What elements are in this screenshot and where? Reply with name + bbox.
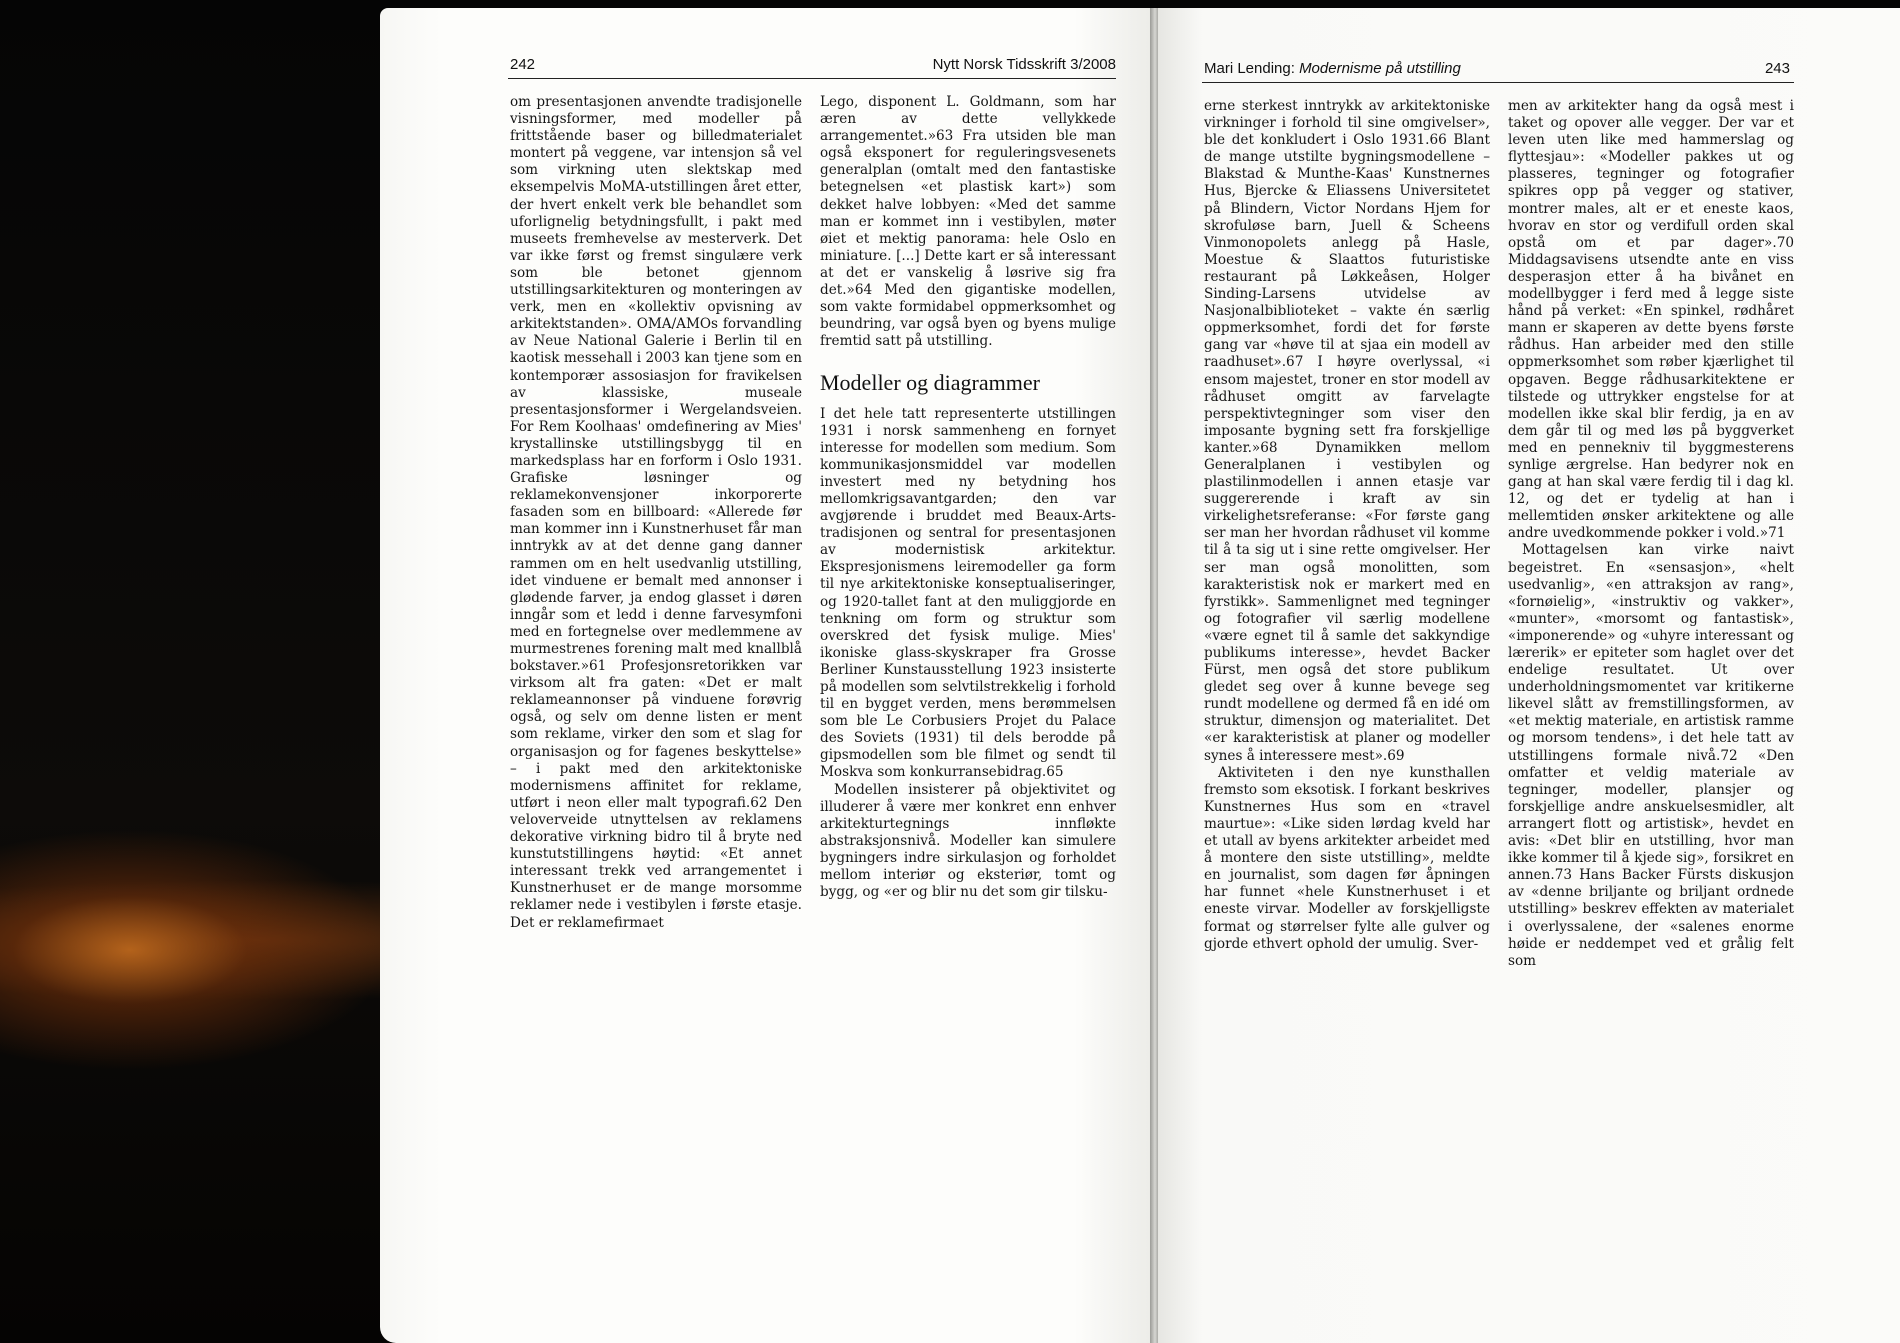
header-author: Mari Lending: [1204,60,1300,77]
left-page [380,8,1152,1343]
running-header [1204,60,1461,77]
paragraph: erne sterkest inntrykk av arkitektoniske virkninger i forhold til sine omgivelser», ble det konkludert i Oslo 1931.66 Blant de mange utstilte bygningsmodellene – Blakstad & Munthe-Kaas' Kunstnernes Hus, Bjercke & Eliassens Universitetet på Blindern, Victor Nordans Hjem for skrofuløse barn, Juell & Scheens Vinmonopolets anlegg på Hasle, Moestue & Slaattos futuristiske restaurant på Løkkeåsen, Holger Sinding-Larsens utvidelse av Nasjonalbiblioteket – vakte én særlig oppmerksomhet, fordi det for første gang var «høve til at sjaa ein modell av raadhuset».67 I høyre overlyssal, «i ensom majestet, troner en stor modell av rådhuset omgitt av farvelagte perspektivtegninger som viser den imposante bygning sett fra forskjellige kanter.»68 Dynamikken mellom Generalplanen i vestibylen og plastilinmodellen i annen etasje var suggererende i kraft av sin virkelighetsreferanse: «For første gang ser man her hvordan rådhuset vil komme til å ta sig ut i sine rette omgivelser. Her ser man også monolitten, som karakteristisk nok er markert med en fyrstikk». Sammenlignet med tegninger og fotografier vil særlig modellene «være egnet til å samle det sakkyndige publikums interesse», hevdet Backer Fürst, men også det store publikum gledet seg over å kunne bevege seg rundt modellene og dermed få en idé om struktur, dimensjon og materialitet. Det «er karakteristisk at planer og modeller synes å interessere mest».69 [1204,98,1490,764]
paragraph: Modellen insisterer på objektivitet og illuderer å være mer konkret enn enhver arkitekturtegnings innfløkte abstraksjonsnivå. Modeller kan simulere bygningers indre sirkulasjon og forholdet mellom interiør og eksteriør, tomt og bygg, og «er og blir nu det som gir tilsku- [820,781,1116,901]
text-column-2 [820,94,1116,901]
paragraph: om presentasjonen anvendte tradisjonelle visningsformer, med modeller på frittstående baser og billedmaterialet montert på veggene, var intensjon så vel som virkning uten slektskap med eksempelvis MoMA-utstillingen året etter, der hvert enkelt verk ble behandlet som uforlignelig betydningsfullt, i pakt med museets fremhevelse av mesterverk. Det var ikke først og fremst singulære verk som ble betonet gjennom utstillingsarkitekturen og monteringen av verk, men en «kollektiv opvisning av arkitektstanden». OMA/AMOs forvandling av Neue National Galerie i Berlin til en kaotisk messehall i 2003 kan tjene som en kontemporær assosiasjon for fravikelsen av klassiske, museale presentasjonsformer i Wergelandsveien. For Rem Koolhaas' omdefinering av Mies' krystallinske utstillingsbygg til en markedsplass har en forform i Oslo 1931. Grafiske løsninger og reklamekonvensjoner inkorporerte fasaden som en billboard: «Allerede før man kommer inn i Kunstnerhuset får man inntrykk av at det denne gang danner rammen om en helt usedvanlig utstilling, idet vinduene er bemalt med annonser i glødende farver, ja endog glasset i døren inngår som et ledd i denne farvesymfoni med en fortegnelse over medlemmene av murmestrenes forening malt med knallblå bokstaver.»61 Profesjonsretorikken var virksom alt fra gaten: «Det er malt reklameannonser på vinduene forøvrig også, og selv om denne listen er ment som reklame, virker den som et slag for organisasjon og for fagenes beskyttelse» – i pakt med den arkitektoniske modernismens affinitet for reklame, utført i neon eller malt typografi.62 Den veloverveide utnyttelsen av reklamens dekorative virkning bidro til å bryte ned kunstutstillingens høytid: «Et annet interessant trekk ved arrangementet i Kunstnerhuset er de mange morsomme reklamer nede i vestibylen i første etasje. Det er reklamefirmaet [510,94,802,931]
running-header: Nytt Norsk Tidsskrift 3/2008 [932,56,1116,73]
paragraph: Lego, disponent L. Goldmann, som har æren av dette vellykkede arrangementet.»63 Fra utsiden ble man også eksponert for reguleringsvesenets generalplan (omtalt med den fantastiske betegnelsen «et plastisk kart») som dekket halve lobbyen: «Med det samme man er kommet inn i vestibylen, møter øiet et mektig panorama: hele Oslo en miniature. [...] Dette kart er så interessant at det er vanskelig å løsrive sig fra det.»64 Med den gigantiske modellen, som vakte formidabel oppmerksomhet og beundring, var også byen og byens mulige fremtid satt på utstilling. [820,94,1116,350]
page-number: 243 [1764,60,1790,77]
header-title: Modernisme på utstilling [1299,60,1461,77]
right-page [1158,8,1900,1343]
paragraph: Mottagelsen kan virke naivt begeistret. En «sensasjon», «helt usedvanlig», «en attraksjon av rang», «fornøielig», «instruktiv og vakker», «munter», «morsomt og fantastisk», «imponerende» og «uhyre interessant og lærerik» er epiteter som haglet over det endelige resultatet. Ut over underholdningsmomentet var kritikerne likevel slått av fremstillingsformen, av «et mektig materiale, en artistisk ramme og morsom tendens», i det hele tatt av utstillingens formale nivå.72 «Den omfatter et veldig materiale av tegninger, modeller, plansjer og forskjellige andre anskuelsesmidler, alt arrangert flott og artistisk», hevdet en avis: «Det blir en utstilling, hvor man ikke kommer til å kjede sig», forsikret en annen.73 Hans Backer Fürsts diskusjon av «denne briljante og briljant ordnede utstilling» beskrev effekten av materialet i overlyssalene, der «salenes enorme høide er neddempet ved et grålig felt som [1508,542,1794,969]
text-column-1 [1204,98,1490,953]
text-column-2 [1508,98,1794,970]
page-number: 242 [510,56,536,73]
book-spread [380,8,1900,1343]
paragraph: Aktiviteten i den nye kunsthallen fremsto som eksotisk. I forkant beskrives Kunstnernes Hus som en «travel maurtue»: «Like siden lørdag kveld har et utall av byens arkitekter arbeidet med å montere den siste utstilling», meldte en journalist, som dagen før åpningen har funnet «hele Kunstnerhuset i et eneste virvar. Modeller av forskjelligste format og størrelser fylte alle gulver og gjorde ethvert ophold der umulig. Sver- [1204,764,1490,952]
paragraph: I det hele tatt representerte utstillingen 1931 i norsk sammenheng en fornyet interesse for modellen som medium. Som kommunikasjonsmiddel var modellen investert med ny betydning hos mellomkrigsavantgarden; den var avgjørende i bruddet med Beaux-Arts-tradisjonen og sentral for presentasjonen av modernistisk arkitektur. Ekspresjonismens leiremodeller ga form til nye arkitektoniske konseptualiseringer, og 1920-tallet fant at den muliggjorde en tenkning om form og struktur som overskred det fysisk mulige. Mies' ikoniske glass-skyskraper fra Grosse Berliner Kunstausstellung 1923 insisterte på modellen som selvtilstrekkelig i forhold til en bygget verden, mens berømmelsen som ble Le Corbusiers Projet du Palace des Soviets (1931) til dels berodde på gipsmodellen som ble filmet og sendt til Moskva som konkurransebidrag.65 [820,405,1116,781]
paragraph: men av arkitekter hang da også mest i taket og opover alle vegger. Der var et leven uten like med hammerslag og flyttesjau»: «Modeller pakkes ut og plasseres, tegninger og fotografier spikres opp på vegger og stativer, montrer males, alt er et eneste kaos, hvorav en stor og verdifull orden skal opstå om et par dager».70 Middagsavisens utsendte ante en viss desperasjon etter å ha bivånet en modellbygger i ferd med å legge siste hånd på verket: «En spinkel, rødhåret mann er skaperen av dette byens første rådhus. Han arbeider med den stille oppmerksomhet som røber kjærlighet til opgaven. Begge rådhusarkitektene er tilstede og uttrykker engstelse for at modellen ikke skal blir ferdig, ja en av dem går til og med løs på byggverket med en pennekniv til byggmesterens synlige ærgrelse. Han bedyrer nok en gang at han skal være ferdig til i dag kl. 12, og det er tydelig at han i mellemtiden ønsker arkitektene og alle andre uvedkommende pokker i vold.»71 [1508,98,1794,542]
header-rule [1202,82,1794,83]
section-heading: Modeller og diagrammer [820,370,1040,396]
header-rule [508,78,1116,79]
text-column-1 [510,94,802,932]
